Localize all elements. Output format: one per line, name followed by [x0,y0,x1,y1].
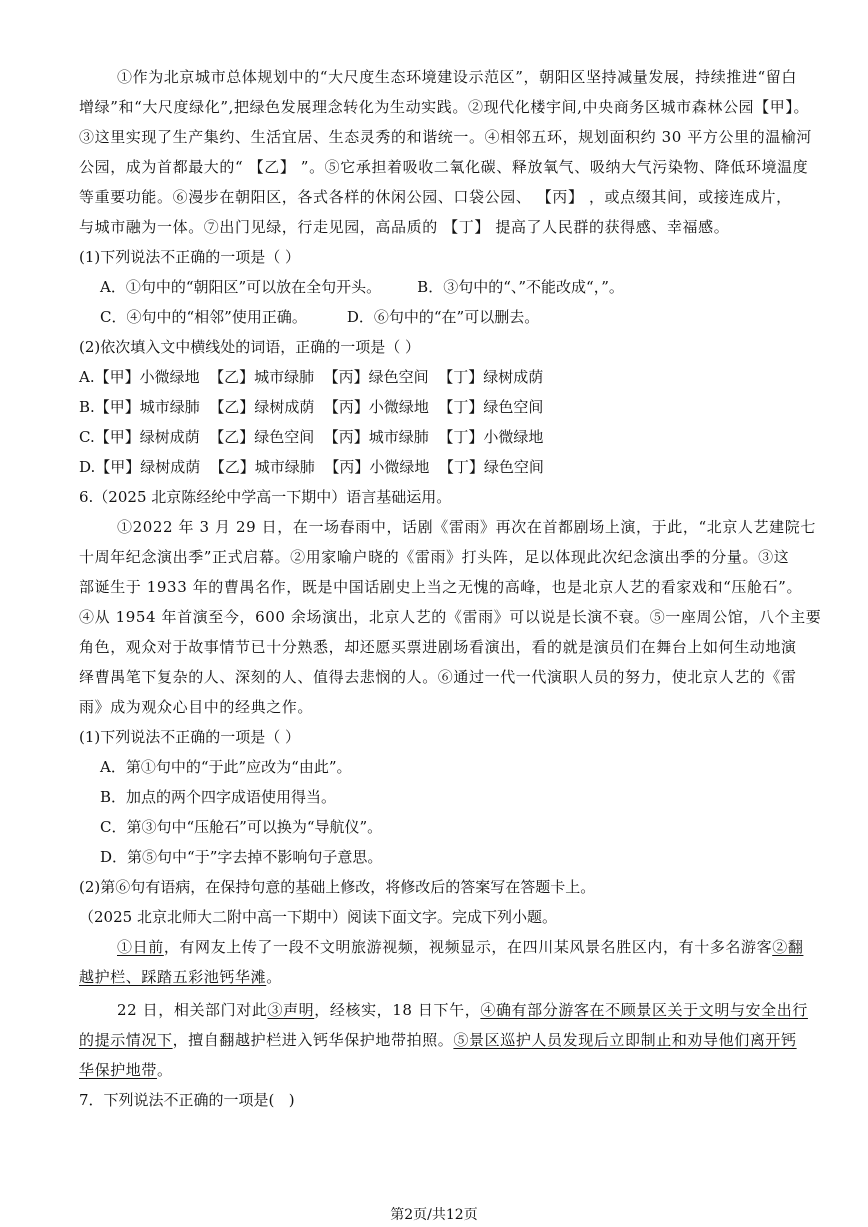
question-5-1-options-row-2 [100,307,788,327]
passage7-line-2 [79,967,788,987]
option-a[interactable]: A．①句中的“朝阳区”可以放在全句开头。 [100,278,382,296]
passage7-line-5 [79,1060,788,1080]
option-d[interactable]: D．⑥句中的“在”可以删去。 [346,308,540,326]
option-c[interactable]: C．第③句中“压舱石”可以换为“导航仪”。 [100,818,383,836]
passage7-text: ，擅自翻越护栏进入钙华保护地带拍照。 [172,1031,454,1049]
passage5-line-6: 与城市融为一体。⑦出门见绿，行走见园，高品质的 【丁】 提高了人民群的获得感、幸福感。 [79,218,730,236]
passage6-line-1: ①2022 年 3 月 29 日，在一场春雨中，话剧《雷雨》再次在首都剧场上演，于此，“北京人艺建院七 [117,518,816,536]
underlined-phrase-5-cont: 华保护地带 [79,1061,158,1079]
option-b[interactable]: B.【甲】城市绿肺 【乙】绿树成荫 【丙】小微绿地 【丁】绿色空间 [79,398,544,416]
underlined-phrase-5: ⑤景区巡护人员发现后立即制止和劝导他们离开钙 [453,1031,797,1049]
option-b[interactable]: B．③句中的“、”不能改成“，”。 [417,278,624,296]
passage7-text: ，经核实，18 日下午， [314,1001,481,1019]
passage6-line-6: 绎曹禺笔下复杂的人、深刻的人、值得去悲悯的人。⑥通过一代一代演职人员的努力，使北京人艺的《雷 [79,668,797,686]
passage7-text: 。 [157,1061,173,1079]
underlined-phrase-1: ①日前 [117,938,164,956]
passage6-line-5: 角色，观众对于故事情节已十分熟悉，却还愿买票进剧场看演出，看的就是演员们在舞台上如何生动地演 [79,638,797,656]
passage7-text: 22 日，相关部门对此 [117,1001,268,1019]
option-d[interactable]: D.【甲】绿树成荫 【乙】城市绿肺 【丙】小微绿地 【丁】绿色空间 [79,458,544,476]
passage7-text: ，有网友上传了一段不文明旅游视频，视频显示，在四川某风景名胜区内，有十多名游客 [163,938,773,956]
underlined-phrase-2: ②翻 [772,938,804,956]
question-7-stem: 7．下列说法不正确的一项是( ) [79,1091,295,1109]
underlined-phrase-3: ③声明 [267,1001,315,1019]
passage6-line-2: 十周年纪念演出季”正式启幕。②用家喻户晓的《雷雨》打头阵，足以体现此次纪念演出季的分量。③这 [79,548,790,566]
question-6-title: 6.（2025 北京陈经纶中学高一下期中）语言基础运用。 [79,488,452,506]
passage5-line-5: 等重要功能。⑥漫步在朝阳区，各式各样的休闲公园、口袋公园、 【丙】 ，或点缀其间，或接连成片， [79,188,792,206]
underlined-phrase-4: ④确有部分游客在不顾景区关于文明与安全出行 [480,1001,808,1019]
question-5-1-stem: (1)下列说法不正确的一项是（ ） [79,248,301,266]
underlined-phrase-2-cont: 越护栏、踩踏五彩池钙华滩 [79,968,267,986]
question-6-1-stem: (1)下列说法不正确的一项是（ ） [79,728,301,746]
passage6-line-7: 雨》成为观众心目中的经典之作。 [79,698,314,716]
question-6-2-stem: (2)第⑥句有语病，在保持句意的基础上修改，将修改后的答案写在答题卡上。 [79,878,596,896]
passage5-line-1: ①作为北京城市总体规划中的“大尺度生态环境建设示范区”，朝阳区坚持减量发展，持续推进“留白 [117,68,798,86]
option-c[interactable]: C．④句中的“相邻”使用正确。 [100,308,307,326]
passage5-line-4: 公园，成为首都最大的“ 【乙】 ”。⑤它承担着吸收二氧化碳、释放氧气、吸纳大气污染物、降低环境温度 [79,158,809,176]
option-d[interactable]: D．第⑤句中“于”字去掉不影响句子意思。 [100,848,383,866]
passage5-line-2: 增绿”和“大尺度绿化”,把绿色发展理念转化为生动实践。②现代化楼宇间,中央商务区城市森林公园【甲】。 [79,98,810,116]
passage6-line-3: 部诞生于 1933 年的曹禺名作，既是中国话剧史上当之无愧的高峰，也是北京人艺的看家戏和“压舱石”。 [79,578,803,596]
passage7-line-4 [79,1030,797,1050]
question-7-intro: （2025 北京北师大二附中高一下期中）阅读下面文字。完成下列小题。 [79,908,557,926]
option-a[interactable]: A.【甲】小微绿地 【乙】城市绿肺 【丙】绿色空间 【丁】绿树成荫 [79,368,544,386]
option-c[interactable]: C.【甲】绿树成荫 【乙】绿色空间 【丙】城市绿肺 【丁】小微绿地 [79,428,544,446]
question-5-2-stem: (2)依次填入文中横线处的词语，正确的一项是（ ） [79,338,421,356]
passage7-line-1 [117,937,804,957]
underlined-phrase-4-cont: 的提示情况下 [79,1031,173,1049]
passage7-line-3 [117,1000,808,1020]
passage6-line-4: ④从 1954 年首演至今，600 余场演出，北京人艺的《雷雨》可以说是长演不衰。⑤一座周公馆，八个主要 [79,608,822,626]
passage5-line-3: ③这里实现了生产集约、生活宜居、生态灵秀的和谐统一。④相邻五环，规划面积约 30 平方公里的温榆河 [79,128,813,146]
question-5-1-options-row-1 [100,277,788,297]
option-a[interactable]: A．第①句中的“于此”应改为“由此”。 [100,758,352,776]
page-number: 第2页/共12页 [390,1207,478,1223]
option-b[interactable]: B．加点的两个四字成语使用得当。 [100,788,337,806]
passage7-text: 。 [266,968,282,986]
